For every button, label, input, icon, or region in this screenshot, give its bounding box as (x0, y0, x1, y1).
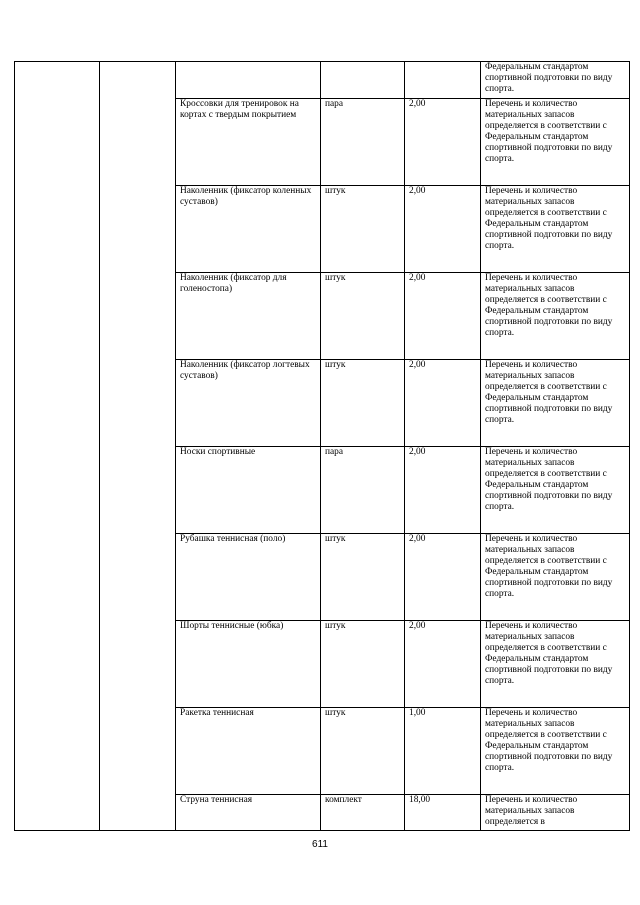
quantity-cell (405, 621, 481, 708)
note-cell (481, 621, 630, 708)
item-name-text: Ракетка теннисная (180, 708, 254, 718)
unit-text: пара (325, 99, 344, 109)
quantity-text: 2,00 (409, 621, 426, 631)
quantity-text: 2,00 (409, 360, 426, 370)
quantity-text: 2,00 (409, 186, 426, 196)
unit-text: штук (325, 708, 346, 718)
item-name-cell (176, 186, 321, 273)
note-text: Перечень и количество материальных запасов определяется в соответствии с Федеральным стандартом спортивной подготовки по виду спорта. (485, 99, 613, 164)
quantity-text: 2,00 (409, 99, 426, 109)
unit-text: штук (325, 534, 346, 544)
quantity-text: 1,00 (409, 708, 426, 718)
unit-cell (321, 360, 405, 447)
quantity-text: 2,00 (409, 534, 426, 544)
note-cell (481, 795, 630, 831)
quantity-cell (405, 708, 481, 795)
note-cell (481, 273, 630, 360)
note-cell (481, 62, 630, 99)
unit-cell (321, 708, 405, 795)
note-text: Перечень и количество материальных запасов определяется в соответствии с Федеральным стандартом спортивной подготовки по виду спорта. (485, 708, 613, 773)
quantity-cell (405, 534, 481, 621)
note-cell (481, 534, 630, 621)
item-name-text: Струна теннисная (180, 795, 253, 805)
unit-cell (321, 62, 405, 99)
unit-cell (321, 273, 405, 360)
item-name-cell (176, 99, 321, 186)
note-cell (481, 447, 630, 534)
note-cell (481, 99, 630, 186)
quantity-cell (405, 360, 481, 447)
table-row-continued (15, 62, 630, 99)
item-name-text: Носки спортивные (180, 447, 256, 457)
merged-cell-col2 (100, 62, 176, 831)
quantity-cell (405, 795, 481, 831)
item-name-text: Наколенник (фиксатор коленных суставов) (180, 186, 312, 207)
item-name-cell (176, 621, 321, 708)
item-name-cell (176, 360, 321, 447)
note-text: Перечень и количество материальных запасов определяется в соответствии с Федеральным стандартом спортивной подготовки по виду спорта. (485, 621, 613, 686)
unit-cell (321, 99, 405, 186)
unit-cell (321, 447, 405, 534)
quantity-cell (405, 99, 481, 186)
note-cell (481, 186, 630, 273)
quantity-cell (405, 447, 481, 534)
item-name-text: Наколенник (фиксатор для голеностопа) (180, 273, 287, 294)
unit-cell (321, 795, 405, 831)
note-text: Перечень и количество материальных запасов определяется в соответствии с Федеральным стандартом спортивной подготовки по виду спорта. (485, 534, 613, 599)
item-name-text: Рубашка теннисная (поло) (180, 534, 286, 544)
unit-text: штук (325, 273, 346, 283)
item-name-cell (176, 708, 321, 795)
page-number: 611 (312, 839, 328, 850)
item-name-cell (176, 534, 321, 621)
merged-cell-col1 (15, 62, 100, 831)
item-name-text: Наколенник (фиксатор логтевых суставов) (180, 360, 310, 381)
item-name-cell (176, 795, 321, 831)
unit-text: пара (325, 447, 344, 457)
unit-text: штук (325, 186, 346, 196)
quantity-text: 18,00 (409, 795, 431, 805)
quantity-text: 2,00 (409, 273, 426, 283)
item-name-text: Шорты теннисные (юбка) (180, 621, 284, 631)
note-text: Федеральным стандартом спортивной подготовки по виду спорта. (485, 62, 613, 94)
note-text: Перечень и количество материальных запасов определяется в соответствии с Федеральным стандартом спортивной подготовки по виду спорта. (485, 360, 613, 425)
unit-cell (321, 186, 405, 273)
note-cell (481, 708, 630, 795)
quantity-text: 2,00 (409, 447, 426, 457)
item-name-text: Кроссовки для тренировок на кортах с твердым покрытием (180, 99, 299, 120)
item-name-cell (176, 447, 321, 534)
materials-table (14, 61, 630, 831)
quantity-cell (405, 186, 481, 273)
table-body (15, 62, 630, 831)
note-text: Перечень и количество материальных запасов определяется в (485, 795, 578, 827)
note-text: Перечень и количество материальных запасов определяется в соответствии с Федеральным стандартом спортивной подготовки по виду спорта. (485, 273, 613, 338)
quantity-cell (405, 62, 481, 99)
item-name-cell (176, 273, 321, 360)
unit-cell (321, 621, 405, 708)
unit-cell (321, 534, 405, 621)
unit-text: штук (325, 360, 346, 370)
note-text: Перечень и количество материальных запасов определяется в соответствии с Федеральным стандартом спортивной подготовки по виду спорта. (485, 447, 613, 512)
unit-text: комплект (325, 795, 362, 805)
unit-text: штук (325, 621, 346, 631)
item-name-cell (176, 62, 321, 99)
quantity-cell (405, 273, 481, 360)
note-text: Перечень и количество материальных запасов определяется в соответствии с Федеральным стандартом спортивной подготовки по виду спорта. (485, 186, 613, 251)
note-cell (481, 360, 630, 447)
